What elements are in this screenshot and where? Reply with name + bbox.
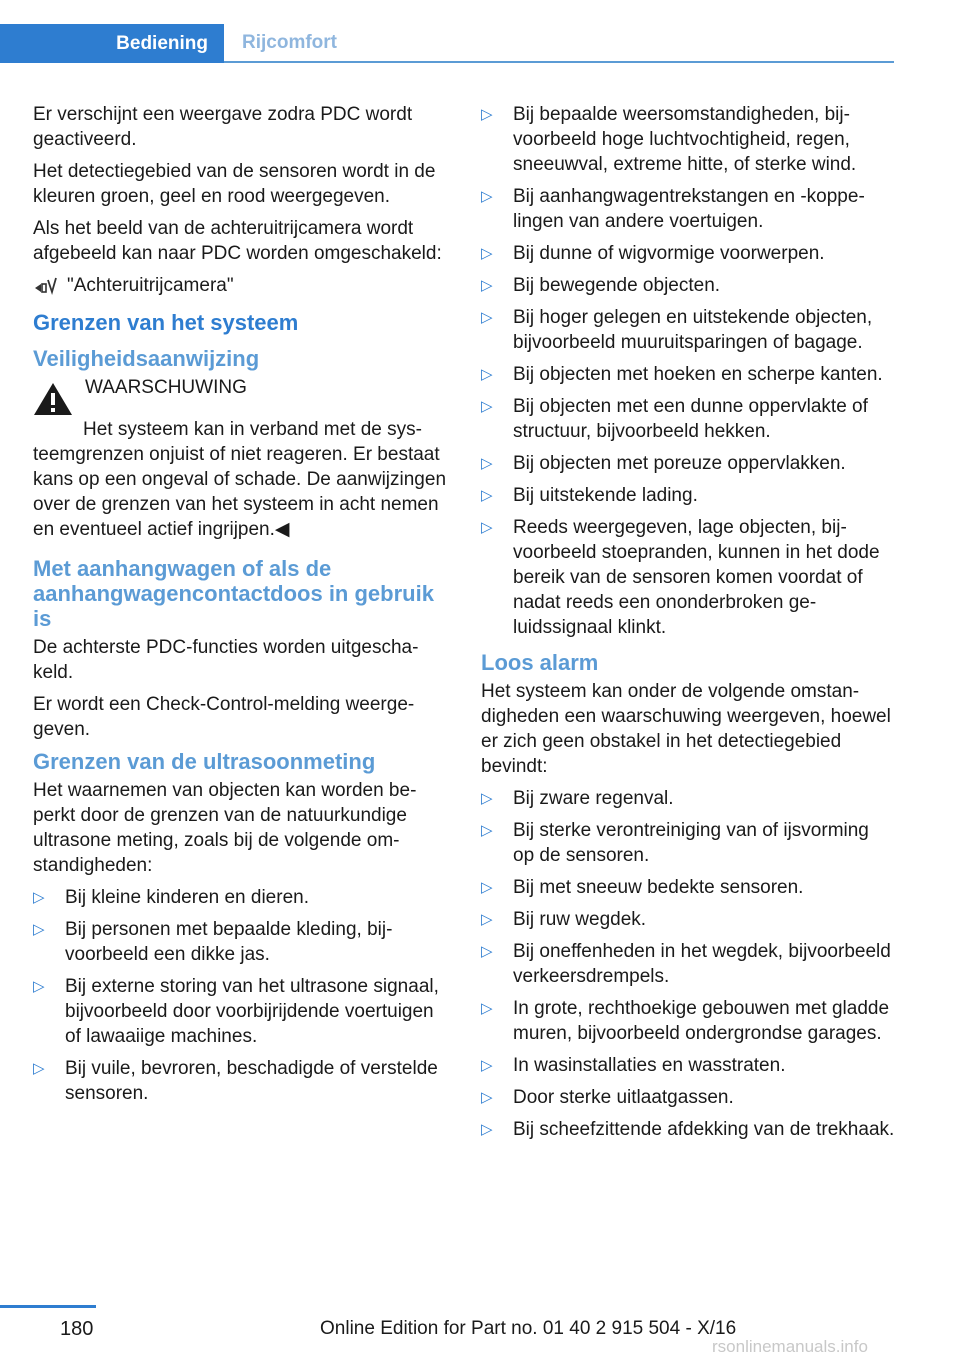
bullet-list: [33, 885, 447, 1106]
bullet-icon: ▷: [481, 366, 493, 383]
bullet-icon: ▷: [481, 1000, 493, 1017]
list-item: ▷ Bij uitstekende lading.: [481, 485, 698, 506]
camera-label: "Achteruitrijcamera": [67, 275, 234, 296]
list-item: ▷ Bij objecten met poreuze oppervlakken.: [481, 453, 846, 474]
bullet-icon: ▷: [481, 1121, 493, 1138]
list-item: ▷ Bij bepaalde weersomstandigheden, bijvoorbeeld hoge luchtvochtigheid, regen, sneeuwval, extreme hitte, of sterke wind.: [481, 104, 857, 175]
list-item: ▷ Reeds weergegeven, lage objecten, bijvoorbeeld stoepranden, kunnen in het dode bereik van de sensoren komen voordat of nadat reeds een ononderbroken geluidssignaal klinkt.: [481, 517, 880, 638]
subsection-heading: Met aanhangwagen of als de aanhangwagencontactdoos in gebruik is: [33, 556, 434, 631]
watermark: rsonlinemanuals.info: [712, 1337, 868, 1356]
tab-rijcomfort[interactable]: Rijcomfort: [242, 31, 337, 53]
bullet-icon: ▷: [33, 889, 45, 906]
bullet-icon: ▷: [481, 188, 493, 205]
paragraph: Het waarnemen van objecten kan worden beperkt door de grenzen van de natuurkundige ultrasone meting, zoals bij de volgende omstandigheden:: [33, 780, 417, 876]
bullet-icon: ▷: [481, 487, 493, 504]
list-item: ▷ Bij bewegende objecten.: [481, 275, 721, 296]
edition-text: Online Edition for Part no. 01 40 2 915 504 - X/16: [320, 1318, 737, 1339]
warning-text: Het systeem kan in verband met de systeemgrenzen onjuist of niet reageren. Er bestaat kans op een ongeval of schade. De aanwijzingen over de grenzen van het systeem in acht nemen en eventueel actief ingrijpen.◀: [33, 419, 447, 540]
list-item: ▷ Bij sterke verontreiniging van of ijsvorming op de sensoren.: [481, 820, 869, 866]
bullet-icon: ▷: [481, 519, 493, 536]
bullet-icon: ▷: [481, 309, 493, 326]
list-item: ▷ Bij met sneeuw bedekte sensoren.: [481, 877, 804, 898]
paragraph: De achterste PDC-functies worden uitgeschakeld.: [33, 637, 419, 683]
list-item: ▷ Door sterke uitlaatgassen.: [481, 1087, 734, 1108]
chapter-tabs: [0, 24, 894, 62]
list-item: ▷ Bij kleine kinderen en dieren.: [33, 887, 309, 908]
list-item: ▷ Bij objecten met een dunne oppervlakte of structuur, bijvoorbeeld hekken.: [481, 396, 868, 442]
bullet-icon: ▷: [481, 1057, 493, 1074]
list-item: ▷ Bij vuile, bevroren, beschadigde of verstelde sensoren.: [33, 1058, 438, 1104]
list-item: ▷ Bij dunne of wigvormige voorwerpen.: [481, 243, 825, 264]
bullet-icon: ▷: [481, 398, 493, 415]
list-item: ▷ Bij zware regenval.: [481, 788, 674, 809]
list-item: ▷ Bij scheefzittende afdekking van de trekhaak.: [481, 1119, 895, 1140]
subsection-heading: Grenzen van de ultrasoonmeting: [33, 749, 376, 774]
bullet-icon: ▷: [481, 245, 493, 262]
list-item: ▷ Bij hoger gelegen en uitstekende objecten, bijvoorbeeld muuruitsparingen of bagage.: [481, 307, 873, 353]
list-item: ▷ In wasinstallaties en wasstraten.: [481, 1055, 786, 1076]
list-item: ▷ Bij personen met bepaalde kleding, bijvoorbeeld een dikke jas.: [33, 919, 393, 965]
tab-bediening[interactable]: Bediening: [0, 24, 224, 63]
bullet-icon: ▷: [481, 790, 493, 807]
warning-block: [33, 375, 447, 417]
left-column: [33, 102, 447, 1116]
bullet-icon: ▷: [481, 455, 493, 472]
footer-rule: [0, 1305, 96, 1308]
paragraph: Er verschijnt een weergave zodra PDC wordt geactiveerd.: [33, 104, 413, 150]
bullet-icon: ▷: [33, 921, 45, 938]
bullet-icon: ▷: [481, 277, 493, 294]
paragraph: Het detectiegebied van de sensoren wordt in de kleuren groen, geel en rood weergegeven.: [33, 161, 436, 207]
paragraph: Als het beeld van de achteruitrijcamera wordt afgebeeld kan naar PDC worden omgeschakeld:: [33, 218, 442, 264]
bullet-icon: ▷: [481, 1089, 493, 1106]
list-item: ▷ Bij objecten met hoeken en scherpe kanten.: [481, 364, 883, 385]
bullet-icon: ▷: [33, 1060, 45, 1077]
list-item: ▷ In grote, rechthoekige gebouwen met gladde muren, bijvoorbeeld ondergrondse garages.: [481, 998, 890, 1044]
right-column: [481, 102, 895, 1152]
bullet-list: [481, 102, 895, 640]
bullet-icon: ▷: [481, 879, 493, 896]
list-item: ▷ Bij externe storing van het ultrasone signaal, bijvoorbeeld door voorbijrijdende voertuigen of lawaaiige machines.: [33, 976, 439, 1047]
bullet-list: [481, 786, 895, 1142]
list-item: ▷ Bij ruw wegdek.: [481, 909, 647, 930]
bullet-icon: ▷: [481, 822, 493, 839]
paragraph: Er wordt een Check-Control-melding weergegeven.: [33, 694, 415, 740]
bullet-icon: ▷: [481, 943, 493, 960]
bullet-icon: ▷: [481, 911, 493, 928]
list-item: ▷ Bij aanhangwagentrekstangen en -koppelingen van andere voertuigen.: [481, 186, 865, 232]
subsection-heading: Veiligheidsaanwijzing: [33, 346, 260, 371]
warning-triangle-icon: [33, 381, 73, 417]
subsection-heading: Loos alarm: [481, 650, 599, 675]
camera-option: [33, 273, 447, 298]
section-heading: Grenzen van het systeem: [33, 310, 299, 335]
list-item: ▷ Bij oneffenheden in het wegdek, bijvoorbeeld verkeersdrempels.: [481, 941, 891, 987]
bullet-icon: ▷: [33, 978, 45, 995]
bullet-icon: ▷: [481, 106, 493, 123]
camera-icon: [33, 276, 57, 296]
page-number: 180: [60, 1318, 94, 1340]
warning-title: WAARSCHUWING: [85, 377, 247, 398]
paragraph: Het systeem kan onder de volgende omstandigheden een waarschuwing weergeven, hoewel er zich geen obstakel in het detectiegebied bevindt:: [481, 681, 891, 777]
